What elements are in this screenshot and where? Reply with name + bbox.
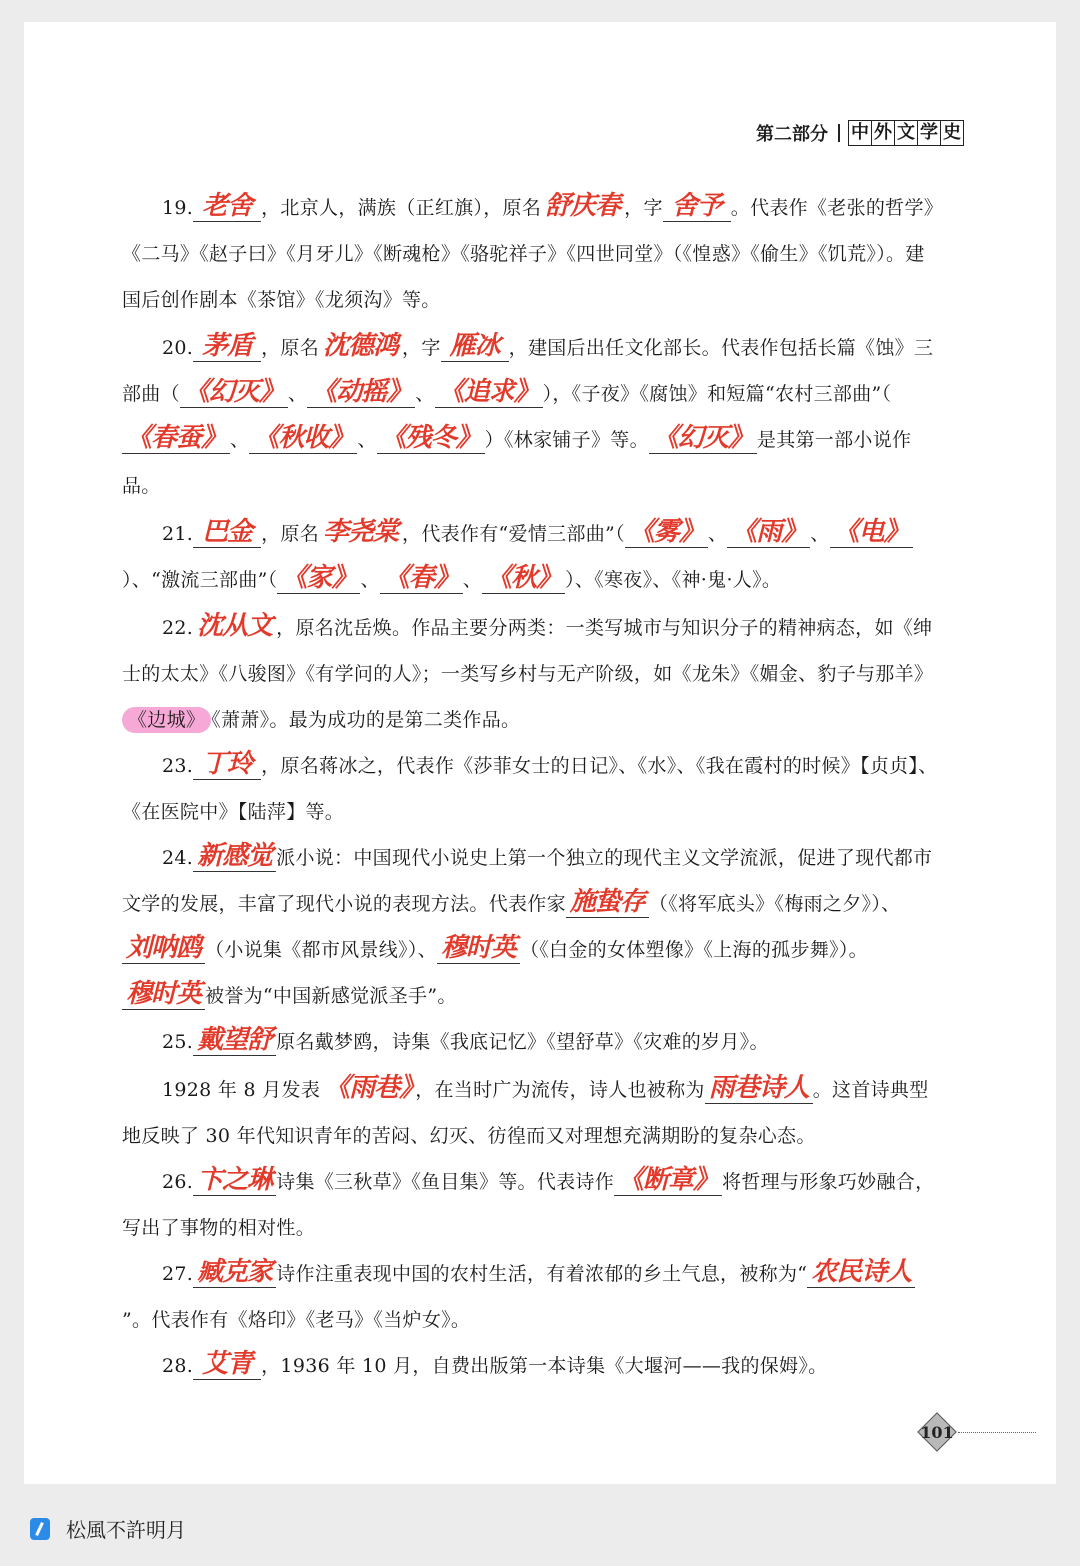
item-text: ，字 (402, 337, 441, 359)
item-text: 。代表作《老张的哲学》《二马》《赵子曰》《月牙儿》《断魂枪》《骆驼祥子》《四世同堂》（《惶惑》《偷生》《饥荒》）。建国后创作剧本《茶馆》《龙须沟》等。 (122, 197, 934, 311)
watermark-bar (30, 1514, 186, 1543)
item-24 (122, 835, 942, 1019)
answer-handwritten: 《雨巷》 (324, 1073, 412, 1103)
item-number: 24. (162, 847, 194, 869)
highlighted-title: 《边城》 (122, 707, 211, 733)
item-22 (122, 603, 942, 743)
separator: 、 (230, 429, 250, 451)
item-25 (122, 1019, 942, 1065)
answer-blank: 艾青 (193, 1349, 261, 1380)
item-text: 诗作注重表现中国的农村生活，有着浓郁的乡土气息，被称为“ (276, 1263, 808, 1285)
item-text: ，原名 (261, 523, 320, 545)
answer-handwritten: 沈从文 (197, 611, 273, 641)
item-number: 21. (162, 523, 194, 545)
answer-blank: 老舍 (193, 191, 261, 222)
item-text: ，1936 年 10 月，自费出版第一本诗集《大堰河——我的保姆》。 (261, 1355, 828, 1377)
item-text: ，建国后出任文化部长。代表作包括长篇《蚀》三部曲（ (122, 337, 934, 405)
answer-blank: 雁冰 (441, 331, 509, 362)
page-number-rule (958, 1432, 1036, 1433)
separator: 、 (360, 569, 380, 591)
answer-blank: 《春蚕》 (122, 423, 230, 454)
item-text: ，原名沈岳焕。作品主要分两类：一类写城市与知识分子的精神病态，如《绅士的太太》《八骏图》《有学问的人》；一类写乡村与无产阶级，如《龙朱》《媚金、豹子与那羊》 (122, 617, 934, 685)
item-19 (122, 183, 942, 323)
separator: 、 (810, 523, 830, 545)
item-28 (122, 1343, 942, 1389)
page-header (756, 120, 964, 146)
item-23 (122, 743, 942, 835)
answer-blank: 臧克家 (193, 1257, 276, 1288)
item-text: ）《林家铺子》等。 (484, 429, 649, 451)
separator: 、 (287, 383, 308, 405)
answer-blank: 《家》 (277, 563, 360, 594)
section-char: 史 (943, 122, 961, 143)
answer-blank: 施蛰存 (566, 887, 649, 918)
item-text: 。这首诗典型地反映了 30 年代知识青年的苦闷、幻灭、彷徨而又对理想充满期盼的复杂心态。 (122, 1079, 929, 1147)
item-text: ）、“激流三部曲”（ (122, 569, 278, 591)
answer-blank: 农民诗人 (807, 1257, 915, 1288)
item-text: 是其第一部小说作品。 (122, 429, 912, 497)
answer-blank: 雨巷诗人 (705, 1073, 813, 1104)
answer-handwritten: 李尧棠 (323, 517, 399, 547)
section-char: 文 (895, 121, 918, 145)
answer-blank: 茅盾 (193, 331, 261, 362)
section-char: 外 (872, 121, 895, 145)
answer-blank: 穆时英 (437, 933, 520, 964)
answer-blank: 《秋收》 (249, 423, 357, 454)
answer-blank: 卞之琳 (193, 1165, 276, 1196)
page-number: 101 (920, 1422, 954, 1442)
separator: 、 (357, 429, 377, 451)
page-body (122, 183, 942, 1389)
separator: 、 (462, 569, 483, 591)
answer-blank: 《秋》 (482, 563, 565, 594)
answer-blank: 舍予 (663, 191, 731, 222)
section-char: 中 (849, 121, 872, 145)
item-text: ，原名 (261, 337, 320, 359)
item-text: 将哲理与形象巧妙融合，写出了事物的相对性。 (122, 1171, 935, 1239)
item-number: 25. (162, 1031, 194, 1053)
answer-blank: 《动摇》 (307, 377, 415, 408)
item-20 (122, 323, 942, 509)
item-text: 派小说：中国现代小说史上第一个独立的现代主义文学流派，促进了现代都市文学的发展，丰富了现代小说的表现方法。代表作家 (122, 847, 933, 915)
item-26 (122, 1159, 942, 1251)
answer-blank: 戴望舒 (193, 1025, 276, 1056)
item-text: ”。代表作有《烙印》《老马》《当炉女》。 (122, 1309, 471, 1331)
item-number: 28. (162, 1355, 194, 1377)
answer-blank: 穆时英 (122, 979, 205, 1010)
item-number: 23. (162, 755, 194, 777)
separator: 、 (707, 523, 728, 545)
item-number: 26. (162, 1171, 194, 1193)
separator: 、 (415, 383, 435, 405)
answer-blank: 《电》 (830, 517, 913, 548)
answer-blank: 丁玲 (193, 749, 261, 780)
answer-blank: 《雾》 (625, 517, 708, 548)
item-text: 1928 年 8 月发表 (162, 1079, 321, 1101)
item-number: 22. (162, 617, 194, 639)
answer-handwritten: 沈德鸿 (323, 331, 399, 361)
watermark-text: 松風不許明月 (66, 1518, 186, 1542)
item-text: 诗集《三秋草》《鱼目集》等。代表诗作 (276, 1171, 615, 1193)
item-text: ，在当时广为流传，诗人也被称为 (415, 1079, 705, 1101)
item-text: ，北京人，满族（正红旗），原名 (261, 197, 542, 219)
item-text: 原名戴梦鸥，诗集《我底记忆》《望舒草》《灾难的岁月》。 (276, 1031, 769, 1053)
item-text: ）、《寒夜》、《神·鬼·人》。 (565, 569, 782, 591)
part-label: 第二部分 (756, 124, 828, 145)
item-number: 27. (162, 1263, 194, 1285)
answer-handwritten: 舒庆春 (545, 191, 621, 221)
answer-blank: 《春》 (380, 563, 463, 594)
item-text: ，原名蒋冰之，代表作《莎菲女士的日记》、《水》、《我在霞村的时候》【贞贞】、《在医院中》【陆萍】等。 (122, 755, 938, 823)
item-text: （《白金的女体塑像》《上海的孤步舞》）。 (519, 939, 868, 961)
item-number: 20. (162, 337, 194, 359)
item-text: 《萧萧》。最为成功的是第二类作品。 (211, 709, 521, 731)
section-char: 学 (918, 121, 941, 145)
page-number-badge (918, 1415, 956, 1449)
item-27 (122, 1251, 942, 1343)
answer-blank: 《残冬》 (377, 423, 485, 454)
item-text: 被誉为“中国新感觉派圣手”。 (205, 985, 457, 1007)
item-25-cont (122, 1065, 942, 1159)
answer-blank: 《雨》 (727, 517, 810, 548)
item-number: 19. (162, 197, 194, 219)
answer-blank: 刘呐鸥 (122, 933, 205, 964)
answer-blank: 《幻灭》 (180, 377, 288, 408)
item-text: ），《子夜》《腐蚀》和短篇“农村三部曲”（ (542, 383, 892, 405)
header-divider (838, 124, 840, 142)
item-text: ，代表作有“爱情三部曲”（ (402, 523, 625, 545)
item-21 (122, 509, 942, 603)
item-text: （小说集《都市风景线》）、 (205, 939, 437, 961)
item-text: ，字 (624, 197, 663, 219)
answer-blank: 《幻灭》 (649, 423, 757, 454)
answer-blank: 新感觉 (193, 841, 276, 872)
item-text: （《将军底头》《梅雨之夕》）、 (648, 893, 901, 915)
section-title-boxes (848, 120, 964, 146)
answer-blank: 《追求》 (435, 377, 543, 408)
answer-blank: 巴金 (193, 517, 261, 548)
pen-app-icon (30, 1518, 50, 1540)
answer-blank: 《断章》 (614, 1165, 722, 1196)
